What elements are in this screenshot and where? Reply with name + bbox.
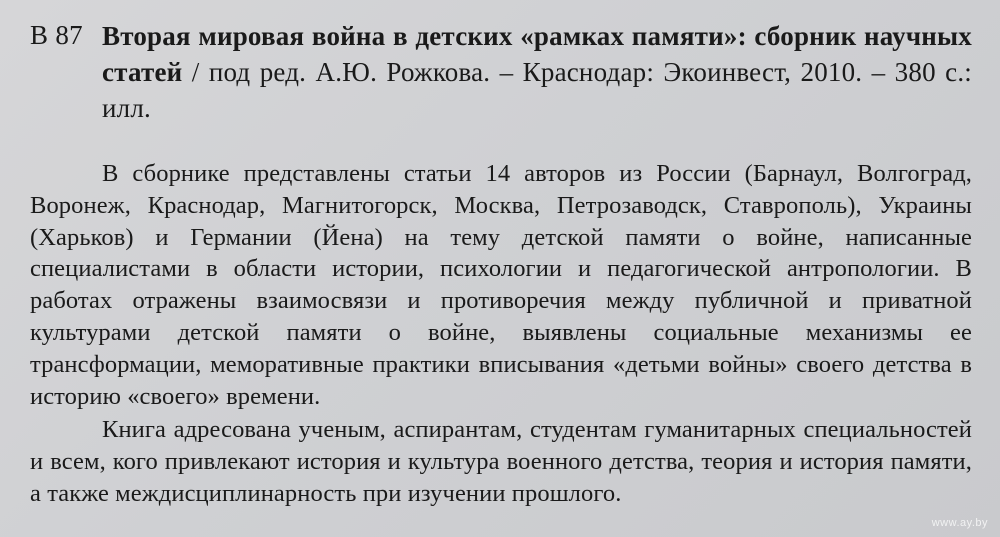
annotation-paragraph-2: Книга адресована ученым, аспирантам, студентам гуманитарных специальностей и всем, кого привлекают история и культура военного детства, теория и история памяти, а также междисциплинарность при изучении прошлого. — [30, 416, 972, 507]
book-title: Вторая мировая война в детских «рамках памяти»: сборник научных статей — [102, 21, 972, 87]
annotation — [30, 158, 972, 510]
bibliographic-entry — [30, 18, 972, 126]
annotation-paragraph-1: В сборнике представлены статьи 14 авторов из России (Барнаул, Волгоград, Воронеж, Краснодар, Магнитогорск, Москва, Петрозаводск, Ставрополь), Украины (Харьков) и Германии (Йена) на тему детской памяти о войне, написанные специалистами в области истории, психологии и педагогической антропологии. В работах отражены взаимосвязи и противоречия между публичной и приватной культурами детской памяти о войне, выявлены социальные механизмы ее трансформации, меморативные практики вписывания «детьми войны» своего детства в историю «своего» времени. — [30, 160, 972, 410]
bibliographic-description — [102, 18, 972, 126]
classification-code: В 87 — [30, 20, 83, 50]
publication-details: / под ред. А.Ю. Рожкова. – Краснодар: Экоинвест, 2010. – 380 с.: илл. — [102, 57, 972, 123]
watermark: www.ay.by — [931, 517, 988, 529]
